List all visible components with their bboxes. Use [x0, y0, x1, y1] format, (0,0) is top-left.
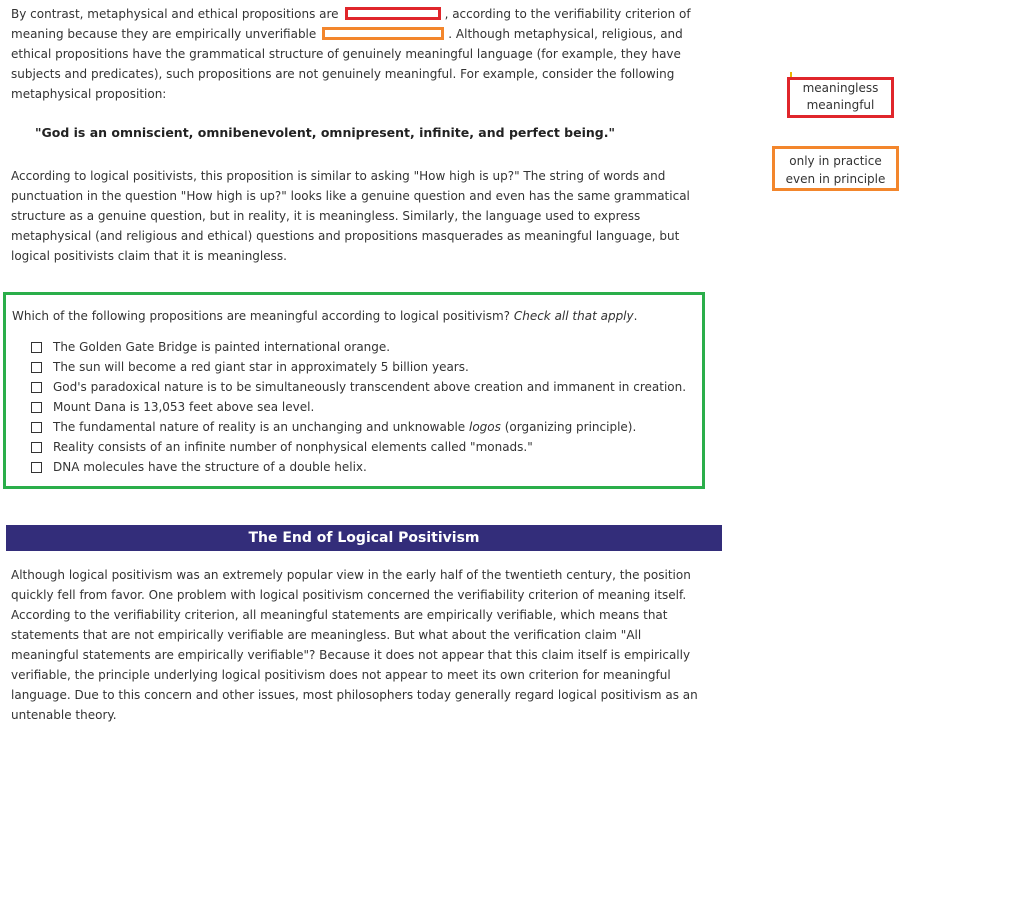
positivist-paragraph: According to logical positivists, this proposition is similar to asking "How high is up?" The string of words and punctuation in the question "How high is up?" looks like a genuine question and even has the same grammatical structure as a genuine question, but in reality, it is meaningless. Similarly, the language used to express metaphysical (and religious and ethical) questions and propositions masquerades as meaningful language, but logical positivists claim that it is meaningless. [11, 169, 690, 263]
intro-text-1: By contrast, metaphysical and ethical propositions are [11, 7, 339, 21]
option-4[interactable] [31, 397, 686, 417]
option-label: The Golden Gate Bridge is painted international orange. [53, 340, 391, 354]
option-label: The sun will become a red giant star in approximately 5 billion years. [53, 360, 469, 374]
token-meaningful[interactable]: meaningful [806, 98, 875, 112]
token-only-in-practice[interactable]: only in practice [789, 154, 882, 168]
options-list [31, 337, 686, 477]
red-token-bank [787, 77, 894, 118]
section-body: Although logical positivism was an extremely popular view in the early half of the twentieth century, the position quickly fell from favor. One problem with logical positivism concerned the verifiability criterion of meaning itself. According to the verifiability criterion, all meaningful statements are empirically verifiable, which means that statements that are not empirically verifiable are meaningless. But what about the verification claim "All meaningful statements are empirically verifiable"? Because it does not appear that this claim itself is empirically verifiable, the principle underlying logical positivism does not appear to meet its own criterion for meaningful language. Due to this concern and other issues, most philosophers today generally regard logical positivism as an untenable theory. [11, 568, 698, 722]
option-label: God's paradoxical nature is to be simultaneously transcendent above creation and immanent in creation. [53, 380, 687, 394]
section-header: The End of Logical Positivism [6, 525, 722, 551]
token-even-in-principle[interactable]: even in principle [785, 172, 886, 186]
checkbox[interactable] [31, 402, 42, 413]
blank-drop-target-orange[interactable] [322, 27, 444, 40]
question-prompt: Which of the following propositions are meaningful according to logical positivism? Check all that apply. [12, 309, 638, 323]
question-text: Which of the following propositions are meaningful according to logical positivism? [12, 309, 511, 323]
checkbox[interactable] [31, 442, 42, 453]
metaphysical-quote: "God is an omniscient, omnibenevolent, omnipresent, infinite, and perfect being." [34, 125, 616, 140]
option-5[interactable] [31, 417, 686, 437]
option-7[interactable] [31, 457, 686, 477]
orange-token-bank [772, 146, 899, 191]
option-2[interactable] [31, 357, 686, 377]
checkbox[interactable] [31, 422, 42, 433]
checkbox[interactable] [31, 342, 42, 353]
question-panel [3, 292, 705, 489]
intro-text-2: , according to the verifiability criterion of meaning because they are empirically unverifiable [11, 7, 691, 41]
checkbox[interactable] [31, 362, 42, 373]
option-label: DNA molecules have the structure of a double helix. [53, 460, 367, 474]
intro-text-3: . Although metaphysical, religious, and ethical propositions have the grammatical structure of genuinely meaningful language (for example, they have subjects and predicates), such propositions are not genuinely meaningful. For example, consider the following metaphysical proposition: [11, 27, 683, 101]
blank-drop-target-red[interactable] [345, 7, 441, 20]
checkbox[interactable] [31, 462, 42, 473]
token-meaningless[interactable]: meaningless [802, 81, 879, 95]
option-6[interactable] [31, 437, 686, 457]
question-instruction: Check all that apply [513, 309, 634, 323]
option-label: The fundamental nature of reality is an unchanging and unknowable logos (organizing principle). [53, 420, 637, 434]
option-label: Reality consists of an infinite number of nonphysical elements called "monads." [53, 440, 533, 454]
checkbox[interactable] [31, 382, 42, 393]
intro-paragraph [11, 4, 711, 104]
option-label: Mount Dana is 13,053 feet above sea level. [53, 400, 315, 414]
option-1[interactable] [31, 337, 686, 357]
option-3[interactable] [31, 377, 686, 397]
